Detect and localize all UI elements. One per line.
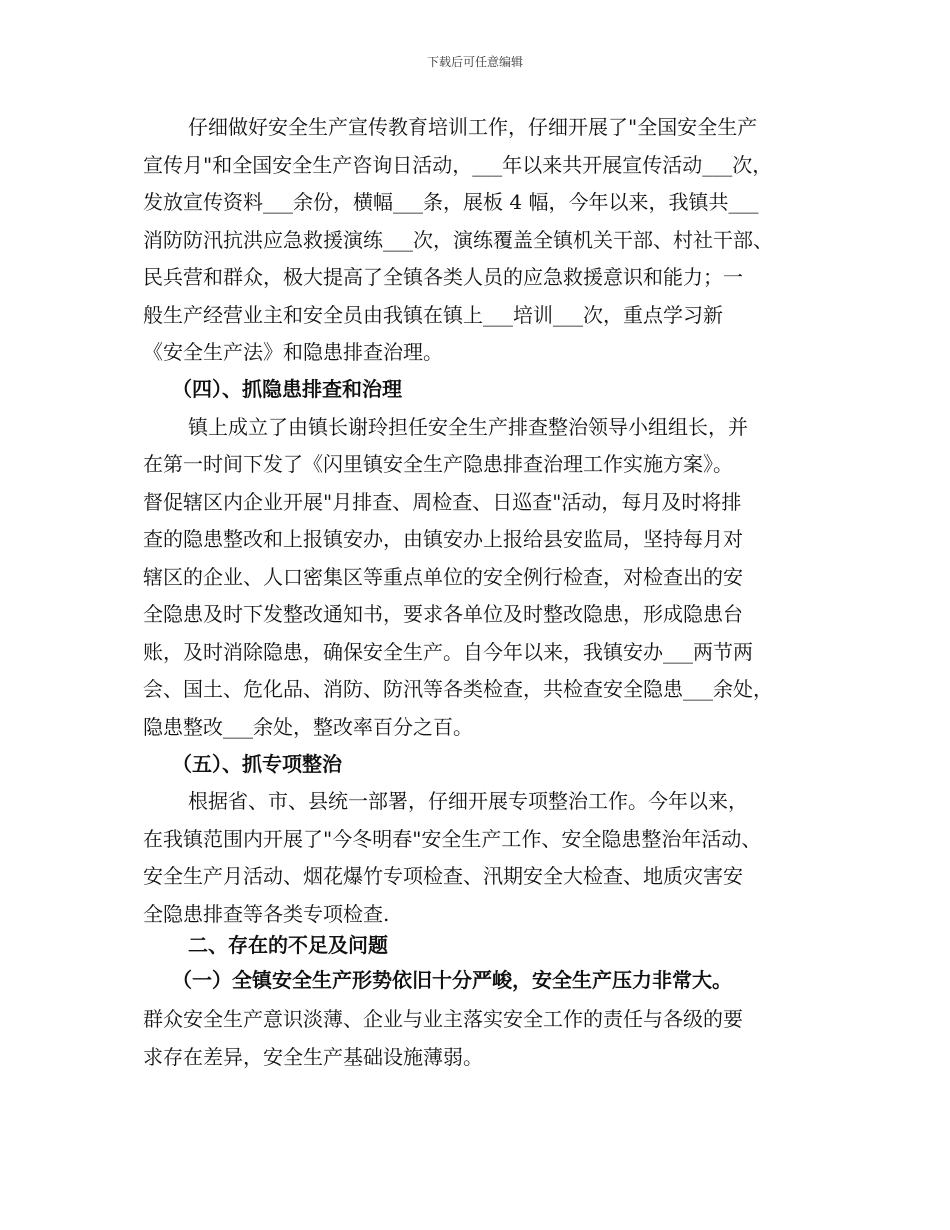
paragraph-line: 全隐患排查等各类专项检查. xyxy=(143,902,390,926)
paragraph-line: 民兵营和群众，极大提高了全镇各类人员的应急救援意识和能力；一 xyxy=(143,265,743,289)
subsection-heading: （一）全镇安全生产形势依旧十分严峻，安全生产压力非常大。 xyxy=(172,968,732,992)
paragraph-line: 安全生产月活动、烟花爆竹专项检查、汛期安全大检查、地质灾害安 xyxy=(143,864,743,888)
paragraph-line: 在第一时间下发了《闪里镇安全生产隐患排查治理工作实施方案》。 xyxy=(143,452,733,476)
paragraph-line: 镇上成立了由镇长谢玲担任安全生产排查整治领导小组组长，并 xyxy=(188,415,748,439)
section-heading: （五）、抓专项整治 xyxy=(172,752,342,776)
paragraph-line: 会、国土、危化品、消防、防汛等各类检查，共检查安全隐患___余处， xyxy=(143,677,773,701)
paragraph-line: 群众安全生产意识淡薄、企业与业主落实安全工作的责任与各级的要 xyxy=(143,1007,743,1031)
section-heading: 二、存在的不足及问题 xyxy=(188,933,388,957)
paragraph-line: 消防防汛抗洪应急救援演练___次，演练覆盖全镇机关干部、村社干部、 xyxy=(143,228,773,252)
paragraph-line: 在我镇范围内开展了"今冬明春"安全生产工作、安全隐患整治年活动、 xyxy=(143,827,762,851)
paragraph-line: 督促辖区内企业开展"月排查、周检查、日巡查"活动，每月及时将排 xyxy=(143,490,742,514)
paragraph-line: 辖区的企业、人口密集区等重点单位的安全例行检查，对检查出的安 xyxy=(143,565,743,589)
page-header: 下载后可任意编辑 xyxy=(426,55,523,69)
paragraph-line: 求存在差异，安全生产基础设施薄弱。 xyxy=(143,1045,483,1069)
section-heading: （四）、抓隐患排查和治理 xyxy=(172,377,402,401)
paragraph-line: 仔细做好安全生产宣传教育培训工作，仔细开展了"全国安全生产 xyxy=(188,115,758,139)
paragraph-line: 账，及时消除隐患，确保安全生产。自今年以来，我镇安办___两节两 xyxy=(143,640,753,664)
paragraph-line: 根据省、市、县统一部署，仔细开展专项整治工作。今年以来， xyxy=(188,789,748,813)
paragraph-line: 般生产经营业主和安全员由我镇在镇上___培训___次，重点学习新 xyxy=(143,303,723,327)
paragraph-line: 查的隐患整改和上报镇安办，由镇安办上报给县安监局，坚持每月对 xyxy=(143,527,743,551)
paragraph-line: 隐患整改___余处，整改率百分之百。 xyxy=(143,715,473,739)
paragraph-line: 发放宣传资料___余份，横幅___条，展板 4 幅，今年以来，我镇共___ xyxy=(143,190,759,214)
paragraph-line: 全隐患及时下发整改通知书，要求各单位及时整改隐患，形成隐患台 xyxy=(143,602,743,626)
paragraph-line: 宣传月"和全国安全生产咨询日活动，___年以来共开展宣传活动___次， xyxy=(143,153,773,177)
paragraph-line: 《安全生产法》和隐患排查治理。 xyxy=(143,340,443,364)
